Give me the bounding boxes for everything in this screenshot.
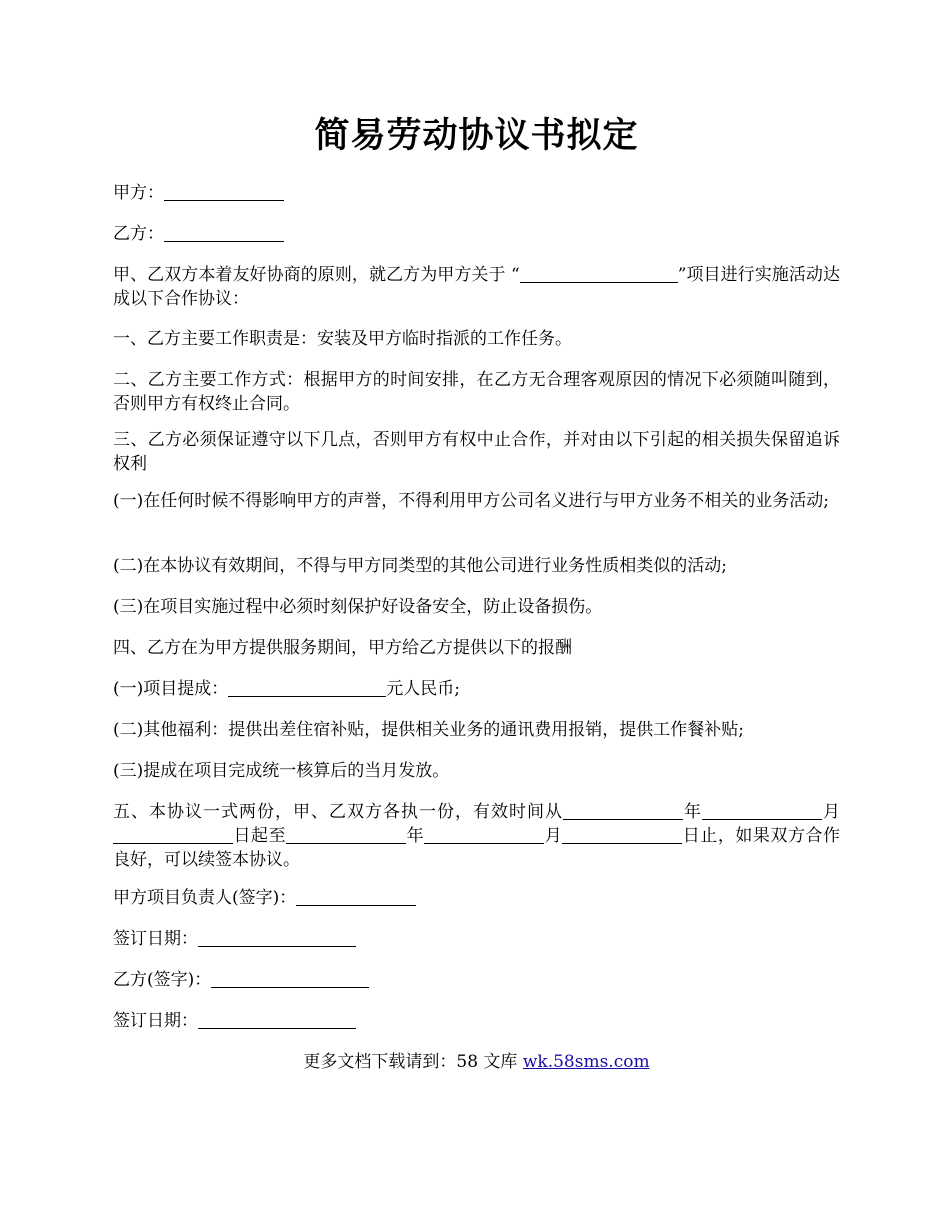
clause-5-year-1: 年 (683, 802, 702, 822)
clause-3-1: (一)在任何时候不得影响甲方的声誉，不得利用甲方公司名义进行与甲方业务不相关的业务活动; (113, 491, 829, 511)
start-day-blank (113, 826, 233, 844)
clause-1: 一、乙方主要工作职责是：安装及甲方临时指派的工作任务。 (113, 329, 572, 349)
document-title: 简易劳动协议书拟定 (314, 115, 639, 156)
clause-4-3: (三)提成在项目完成统一核算后的当月发放。 (113, 761, 450, 781)
end-year-blank (286, 826, 406, 844)
signature-party-b-blank (211, 970, 369, 988)
intro-post: ”项目进行实施活动达成以下合作协议： (113, 265, 840, 309)
footer (113, 1050, 840, 1074)
start-month-blank (702, 802, 822, 820)
party-b-line (113, 222, 840, 246)
sign-date-1-label: 签订日期： (113, 929, 198, 949)
clause-3-2: (二)在本协议有效期间，不得与甲方同类型的其他公司进行业务性质相类似的活动; (113, 556, 727, 576)
clause-3-3: (三)在项目实施过程中必须时刻保护好设备安全，防止设备损伤。 (113, 597, 603, 617)
intro-paragraph (113, 263, 840, 311)
clause-3: 三、乙方必须保证遵守以下几点，否则甲方有权中止合作，并对由以下引起的相关损失保留追诉权利 (113, 430, 840, 474)
end-day-blank (562, 826, 682, 844)
signature-party-a-label: 甲方项目负责人(签字)： (113, 888, 297, 908)
project-name-blank (520, 265, 678, 283)
end-month-blank (424, 826, 544, 844)
signature-party-b-label: 乙方(签字)： (113, 970, 212, 990)
commission-blank (228, 679, 386, 697)
signature-party-a-blank (296, 888, 416, 906)
clause-5-year-2: 年 (406, 826, 425, 846)
clause-4-1-unit: 元人民币; (386, 679, 460, 699)
party-a-blank (164, 183, 284, 201)
clause-4-2: (二)其他福利：提供出差住宿补贴，提供相关业务的通讯费用报销，提供工作餐补贴; (113, 720, 744, 740)
clause-5-month-2: 月 (544, 826, 563, 846)
footer-text: 更多文档下载请到：58 文库 (303, 1052, 523, 1072)
footer-link[interactable]: wk.58sms.com (522, 1052, 650, 1072)
sign-date-2-label: 签订日期： (113, 1011, 198, 1031)
clause-2: 二、乙方主要工作方式：根据甲方的时间安排，在乙方无合理客观原因的情况下必须随叫随到，否则甲方有权终止合同。 (113, 370, 840, 414)
clause-5-end: 日止，如果双方合作良好，可以续签本协议。 (113, 826, 841, 870)
clause-5-month-1: 月 (822, 802, 840, 822)
sign-date-2 (113, 1009, 840, 1033)
start-year-blank (563, 802, 683, 820)
signature-party-a (113, 886, 840, 910)
party-a-line (113, 181, 840, 205)
clause-5-text: 五、本协议一式两份，甲、乙双方各执一份，有效时间从 (113, 802, 563, 822)
intro-pre: 甲、乙双方本着友好协商的原则，就乙方为甲方关于 “ (113, 265, 520, 285)
sign-date-2-blank (198, 1011, 356, 1029)
sign-date-1 (113, 927, 840, 951)
party-b-blank (164, 224, 284, 242)
clause-5-from: 日起至 (233, 826, 287, 846)
clause-4-1-label: (一)项目提成： (113, 679, 229, 699)
clause-4-1 (113, 677, 840, 701)
clause-4: 四、乙方在为甲方提供服务期间，甲方给乙方提供以下的报酬 (113, 638, 572, 658)
clause-5 (113, 800, 840, 872)
party-a-label: 甲方： (113, 183, 164, 203)
signature-party-b (113, 968, 840, 992)
sign-date-1-blank (198, 929, 356, 947)
party-b-label: 乙方： (113, 224, 164, 244)
